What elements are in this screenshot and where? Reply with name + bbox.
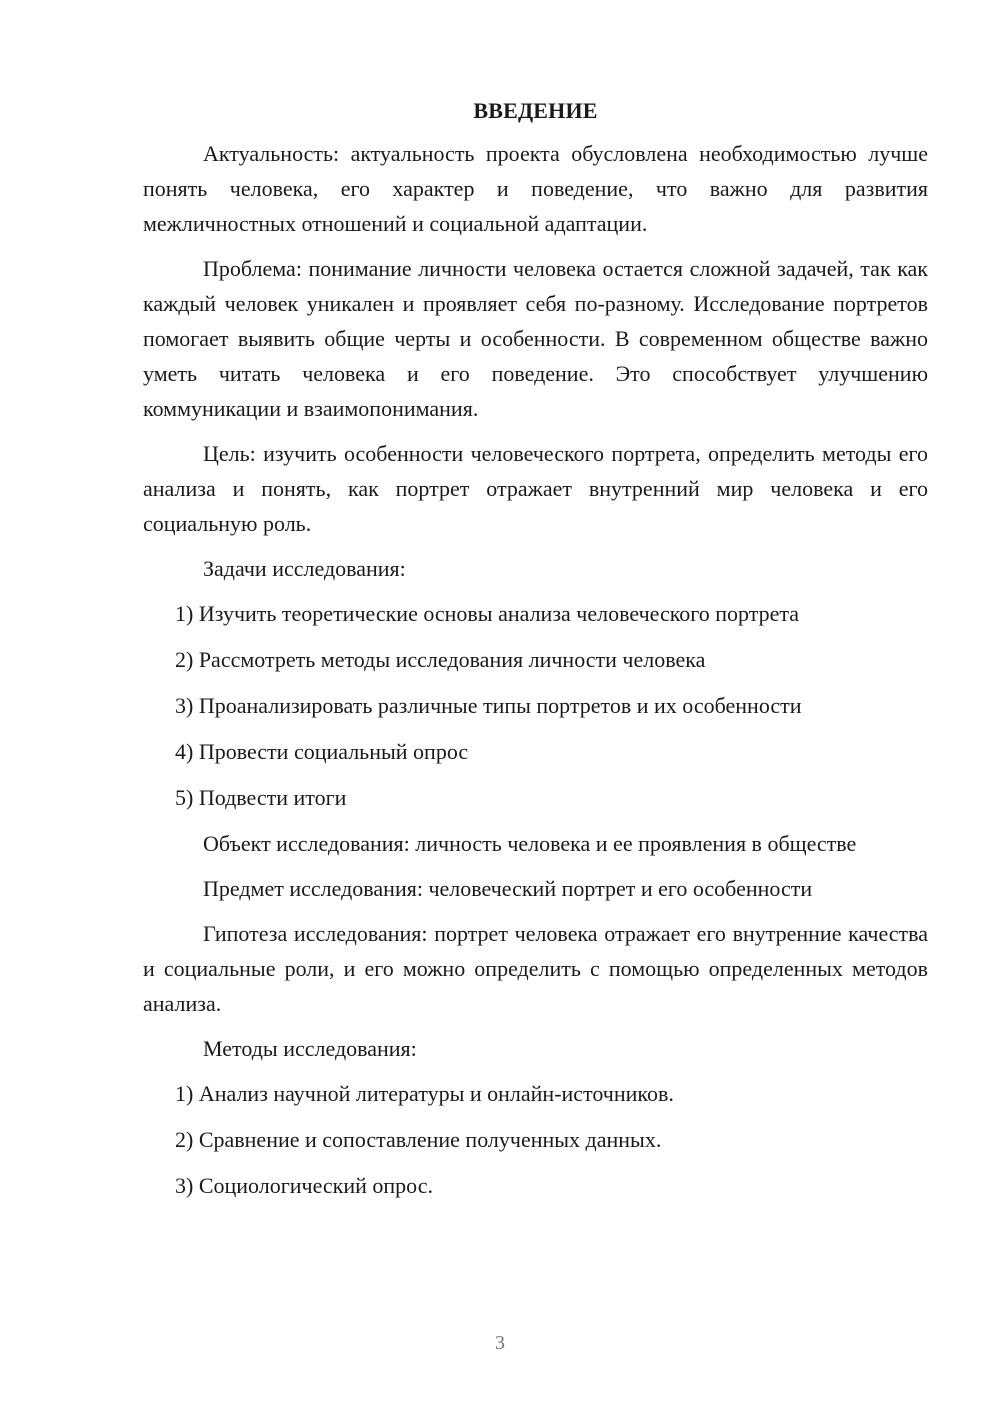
subject-paragraph: Предмет исследования: человеческий портрет и его особенности (203, 876, 813, 901)
hypothesis-paragraph: Гипотеза исследования: портрет человека отражает его внутренние качества и социальные роли, и его можно определить с помощью определенных методов анализа. (143, 921, 928, 1016)
list-item: 3) Проанализировать различные типы портретов и их особенности (175, 693, 802, 718)
goal-paragraph: Цель: изучить особенности человеческого портрета, определить методы его анализа и понять, как портрет отражает внутренний мир человека и его социальную роль. (143, 441, 928, 536)
list-item: 2) Сравнение и сопоставление полученных данных. (175, 1127, 662, 1152)
page-number: 3 (495, 1332, 505, 1354)
section-title: ВВЕДЕНИЕ (473, 98, 598, 123)
problem-paragraph: Проблема: понимание личности человека остается сложной задачей, так как каждый человек уникален и проявляет себя по-разному. Исследование портретов помогает выявить общие черты и особенности. В современном обществе важно уметь читать человека и его поведение. Это способствует улучшению коммуникации и взаимопонимания. (143, 256, 928, 421)
tasks-heading: Задачи исследования: (203, 556, 406, 581)
tasks-list (143, 596, 928, 815)
list-item: 5) Подвести итоги (175, 785, 347, 810)
relevance-paragraph: Актуальность: актуальность проекта обусловлена необходимостью лучше понять человека, его характер и поведение, что важно для развития межличностных отношений и социальной адаптации. (143, 141, 928, 236)
list-item: 2) Рассмотреть методы исследования личности человека (175, 647, 706, 672)
document-page (143, 96, 928, 1214)
object-paragraph: Объект исследования: личность человека и ее проявления в обществе (203, 831, 857, 856)
methods-heading: Методы исследования: (203, 1036, 417, 1061)
list-item: 1) Изучить теоретические основы анализа человеческого портрета (175, 601, 800, 626)
list-item: 3) Социологический опрос. (175, 1173, 433, 1198)
list-item: 4) Провести социальный опрос (175, 739, 469, 764)
list-item: 1) Анализ научной литературы и онлайн-источников. (175, 1081, 674, 1106)
methods-list (143, 1076, 928, 1203)
